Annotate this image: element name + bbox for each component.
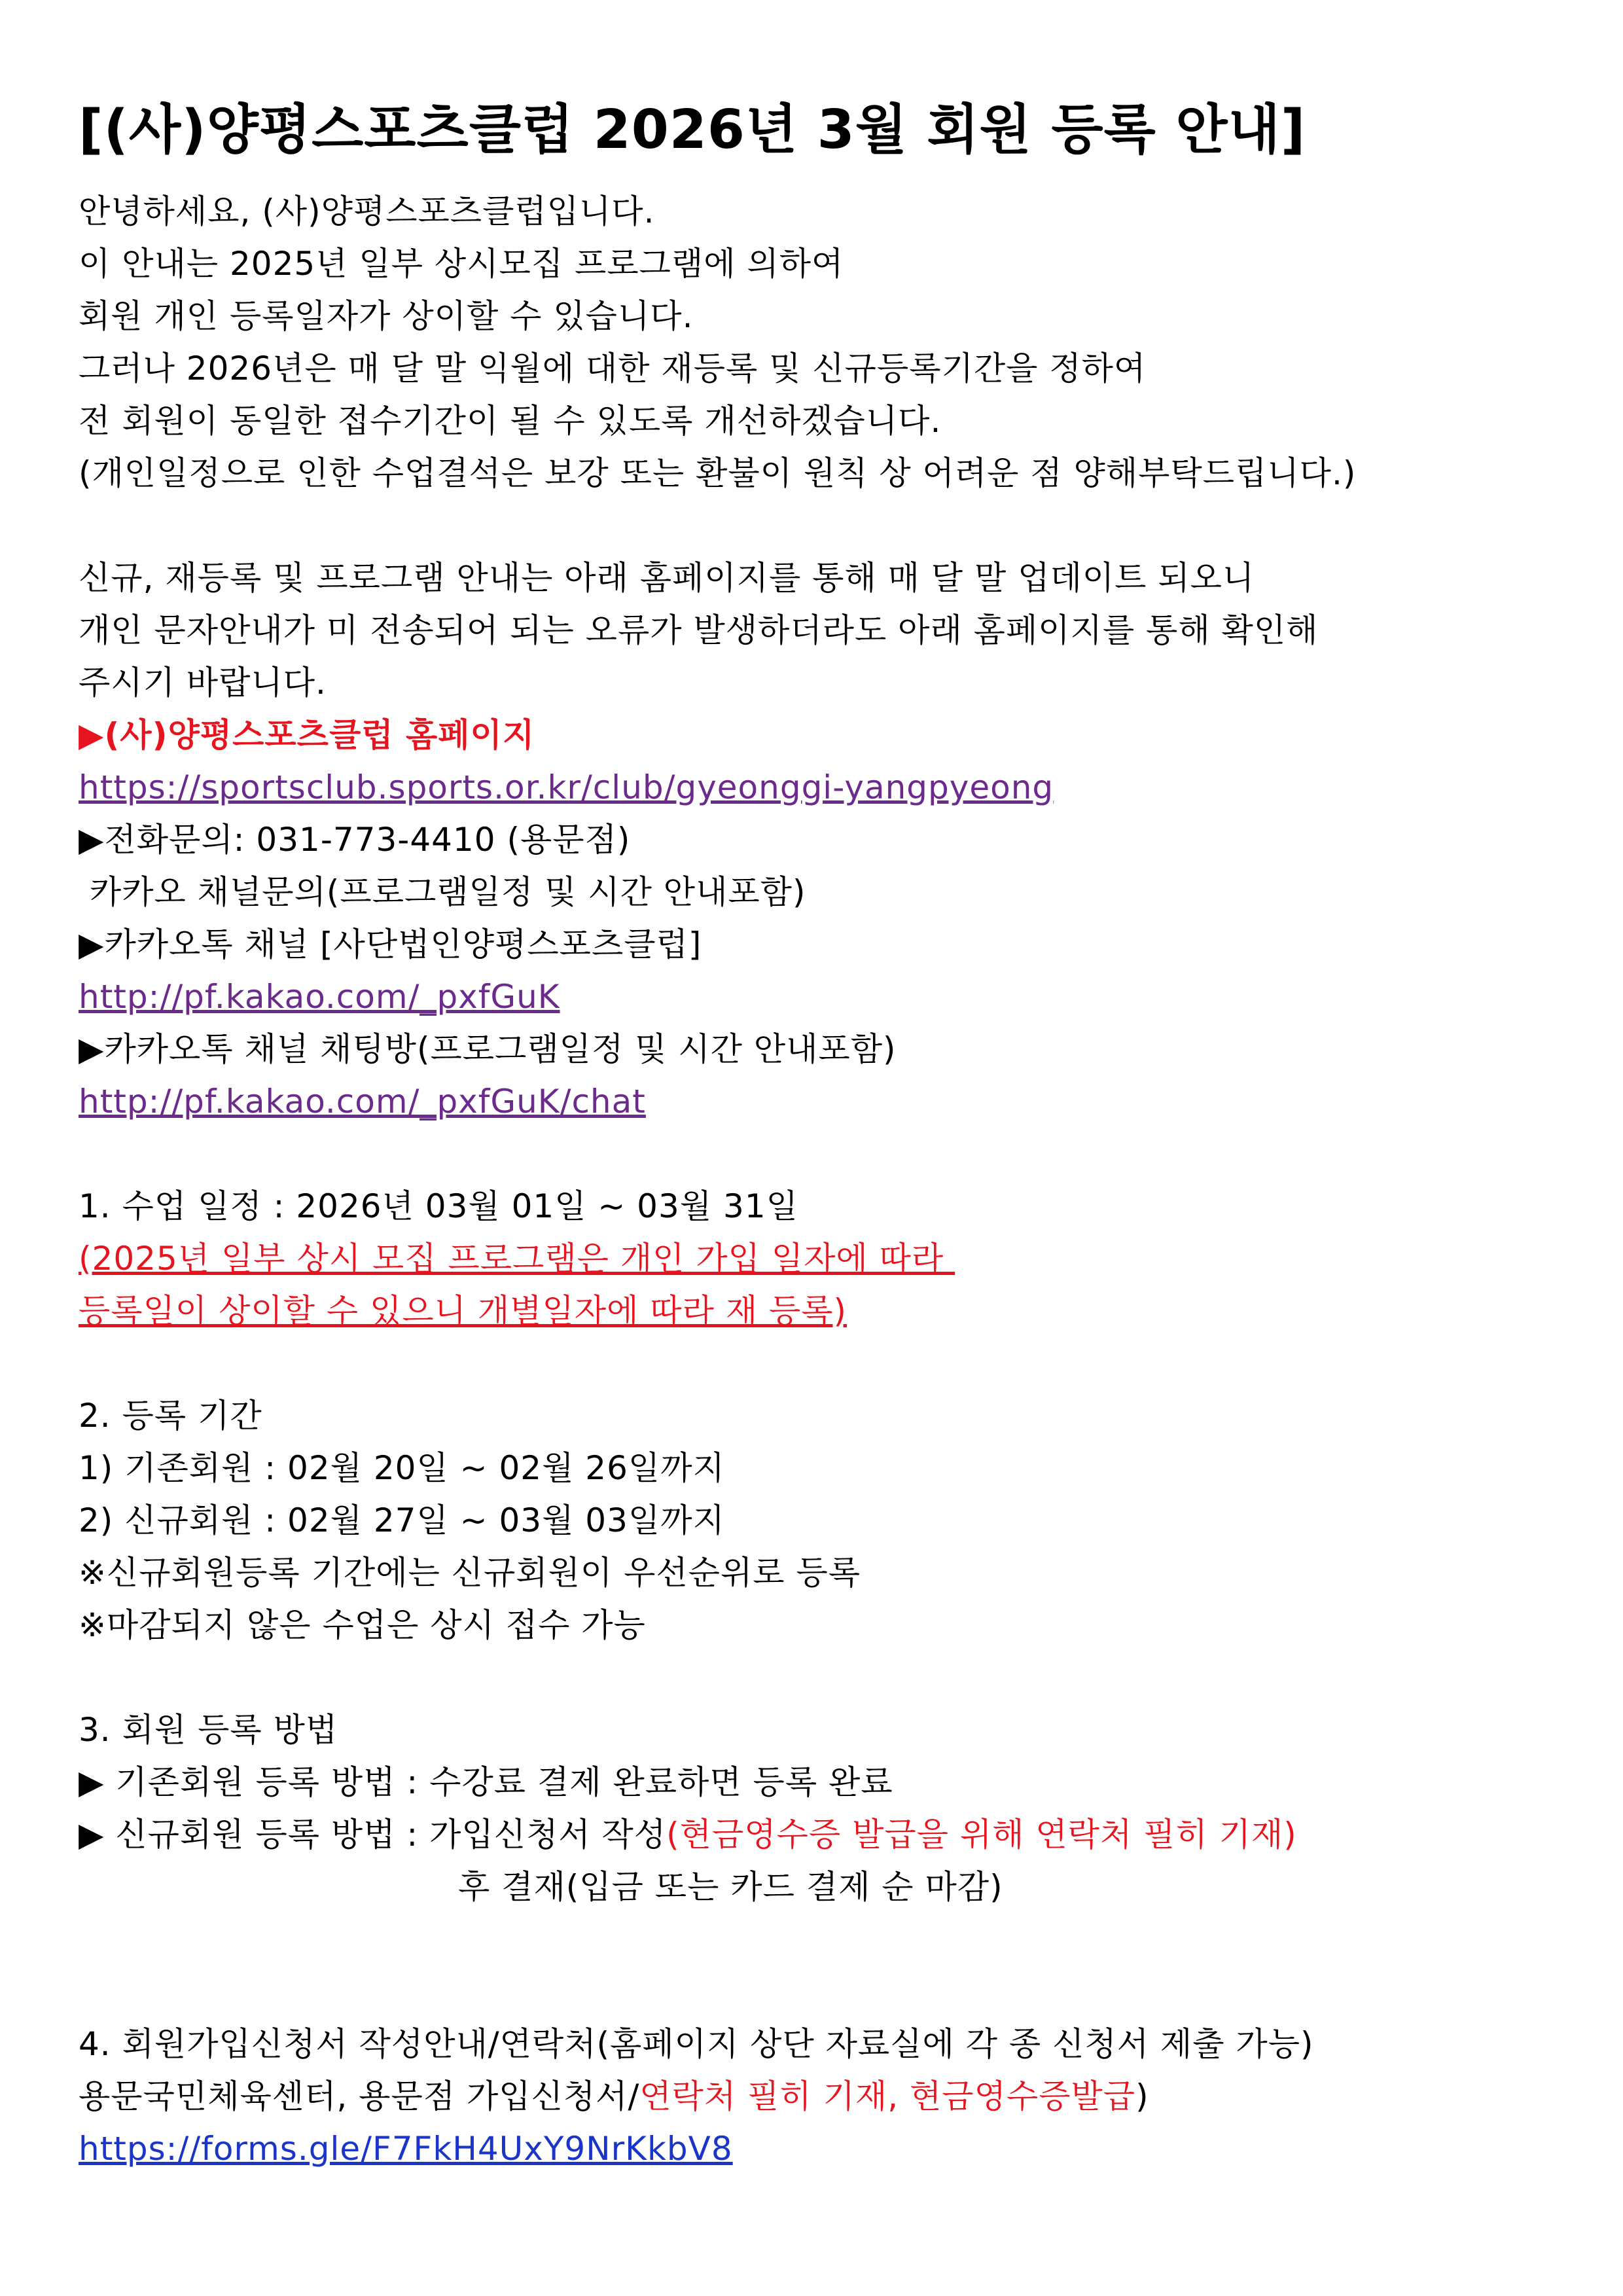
- section2-new-members: 2) 신규회원 : 02월 27일 ~ 03월 03일까지: [79, 1501, 725, 1539]
- page-title: [(사)양평스포츠클럽 2026년 3월 회원 등록 안내]: [79, 99, 1306, 161]
- phone-inquiry: ▶전화문의: 031-773-4410 (용문점): [79, 821, 631, 859]
- section4-form-line: [79, 2076, 1149, 2117]
- intro-line-6: (개인일정으로 인한 수업결석은 보강 또는 환불이 원칙 상 어려운 점 양해부탁드립니다.): [79, 454, 1357, 492]
- kakao-channel-label: ▶카카오톡 채널 [사단법인양평스포츠클럽]: [79, 925, 702, 963]
- homepage-link[interactable]: https://sportsclub.sports.or.kr/club/gyeonggi-yangpyeong: [79, 768, 1054, 806]
- section4-form-suffix: ): [1135, 2077, 1149, 2115]
- section3-heading: 3. 회원 등록 방법: [79, 1711, 338, 1749]
- section4-form-red-note: 연락처 필히 기재, 현금영수증발급: [639, 2077, 1136, 2115]
- kakao-channel-note: 카카오 채널문의(프로그램일정 및 시간 안내포함): [79, 873, 806, 911]
- section3-new-continuation: 후 결재(입금 또는 카드 결제 순 마감): [458, 1868, 1003, 1906]
- intro-line-2: 이 안내는 2025년 일부 상시모집 프로그램에 의하여: [79, 245, 844, 283]
- section1-heading: 1. 수업 일정 : 2026년 03월 01일 ~ 03월 31일: [79, 1187, 798, 1225]
- section3-existing-method: ▶ 기존회원 등록 방법 : 수강료 결제 완료하면 등록 완료: [79, 1763, 893, 1801]
- section2-heading: 2. 등록 기간: [79, 1397, 262, 1435]
- kakao-chat-link[interactable]: http://pf.kakao.com/_pxfGuK/chat: [79, 1083, 646, 1121]
- intro-line-4: 그러나 2026년은 매 달 말 익월에 대한 재등록 및 신규등록기간을 정하여: [79, 350, 1147, 387]
- signup-form-link[interactable]: https://forms.gle/F7FkH4UxY9NrKkbV8: [79, 2130, 733, 2168]
- intro-line-1: 안녕하세요, (사)양평스포츠클럽입니다.: [79, 192, 655, 230]
- section3-new-red-note: (현금영수증 발급을 위해 연락처 필히 기재): [666, 1816, 1297, 1854]
- section3-new-method: [79, 1814, 1297, 1856]
- notice-line-2: 개인 문자안내가 미 전송되어 되는 오류가 발생하더라도 아래 홈페이지를 통해 확인해: [79, 611, 1319, 649]
- kakao-chat-label: ▶카카오톡 채널 채팅방(프로그램일정 및 시간 안내포함): [79, 1030, 897, 1068]
- notice-line-3: 주시기 바랍니다.: [79, 664, 327, 702]
- section2-existing-members: 1) 기존회원 : 02월 20일 ~ 02월 26일까지: [79, 1449, 725, 1487]
- section3-new-prefix: ▶ 신규회원 등록 방법 : 가입신청서 작성: [79, 1816, 667, 1854]
- intro-line-3: 회원 개인 등록일자가 상이할 수 있습니다.: [79, 297, 694, 335]
- section1-note-line-1: (2025년 일부 상시 모집 프로그램은 개인 가입 일자에 따라: [79, 1240, 955, 1278]
- notice-line-1: 신규, 재등록 및 프로그램 안내는 아래 홈페이지를 통해 매 달 말 업데이트 되오니: [79, 559, 1255, 597]
- section4-heading: 4. 회원가입신청서 작성안내/연락처(홈페이지 상단 자료실에 각 종 신청서 제출 가능): [79, 2025, 1314, 2063]
- homepage-label: ▶(사)양평스포츠클럽 홈페이지: [79, 716, 535, 754]
- intro-line-5: 전 회원이 동일한 접수기간이 될 수 있도록 개선하겠습니다.: [79, 402, 942, 440]
- section2-note-1: ※신규회원등록 기간에는 신규회원이 우선순위로 등록: [79, 1554, 861, 1592]
- section4-form-prefix: 용문국민체육센터, 용문점 가입신청서/: [79, 2077, 640, 2115]
- section1-note-line-2: 등록일이 상이할 수 있으니 개별일자에 따라 재 등록): [79, 1292, 847, 1330]
- kakao-channel-link[interactable]: http://pf.kakao.com/_pxfGuK: [79, 978, 560, 1016]
- section2-note-2: ※마감되지 않은 수업은 상시 접수 가능: [79, 1606, 646, 1644]
